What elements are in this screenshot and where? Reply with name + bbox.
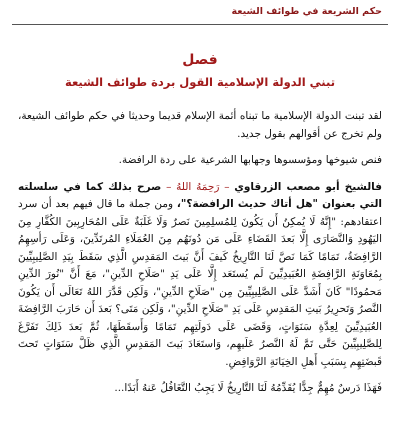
honorific: – رَحِمَهُ اللهُ – xyxy=(161,180,235,193)
section-title: تبني الدولة الإسلامية القول بردة طوائف الشيعة xyxy=(64,75,336,89)
section-heading xyxy=(18,50,382,90)
running-header: حكم الشريعة في طوائف الشيعة xyxy=(231,6,382,17)
quote-text: ومن جملة ما قال فيهم بعد أن سرد اعتقادهم: "إِنَّهُ لَا يُمكِنُ أَن يَكُونَ لِلمُسلِمِينَ نَصرٌ وَلَا غَلَبَةٌ عَلَى المُحَارِبِينَ الكُفَّارِ مِنَ اليَهُودِ وَالنَّصَارَى إِلَّا بَعدَ القَضَاءِ عَلَى مَن دُونَهُم مِنَ العُمَلَاءِ المُرتَدِّينَ، وَعَلَى رَأسِهِمُ الرَّافِضَةُ، تَمَامًا كَمَا نَصَّ لَنَا التَّارِيخُ كَيفَ أَنَّ بَيتَ المَقدِسِ الَّذِي سَقَطَ بِيَدِ الصَّلِيبِيِّينَ بِمُعَاوَنَةِ الرَّافِضَةِ العُبَيدِيِّينَ لَم يُستَعَد إِلَّا عَلَى يَدِ "صَلَاحِ الدِّينِ"، مَعَ أَنَّ "نُورَ الدِّينِ مَحمُودًا" كَانَ أَشَدَّ عَلَى الصَّلِيبِيِّينَ مِن "صَلَاحِ الدِّينِ"، وَلَكِن قَدَّرَ اللهُ تَعَالَى أَن يَكُونَ النَّصرُ وَتَحرِيرُ بَيتِ المَقدِسِ عَلَى يَدِ "صَلَاحِ الدِّينِ"، وَلَكِن مَتَى؟ بَعدَ أَن حَارَبَ الرَّافِضَةَ العُبَيدِيِّينَ لِعِدَّةِ سَنَوَاتٍ، وَقَضَى عَلَى دَولَتِهِم تَمَامًا وَأَسقَطَهَا، ثُمَّ بَعدَ ذَلِكَ تَفَرَّغَ لِلصَّلِيبِيِّينَ حَتَّى تَمَّ لَهُ النَّصرُ عَلَيهِم، وَاستَعَادَ بَيتَ المَقدِسِ الَّذِي ظَلَّ سَنَوَاتٍ تَحتَ قَبضَتِهِم بِسَبَبِ أَهلِ الخِيَانَةِ الرَّوَافِضِ. xyxy=(18,198,382,368)
paragraph-statement: فنص شيوخها ومؤسسوها وجهابها الشرعية على ردة الرافضة. xyxy=(118,154,382,166)
section-label: فصل xyxy=(182,52,218,68)
paragraph-quote xyxy=(18,179,382,372)
header-divider xyxy=(12,24,388,25)
paragraph-intro: لقد تبنت الدولة الإسلامية ما تبناه أئمة الإسلام قديما وحديثا في حكم طوائف الشيعة، ولم تخرج عن أقوالهم بقول جديد. xyxy=(18,110,382,140)
quote-attribution: فالشيخ أبو مصعب الزرقاوي xyxy=(234,180,382,193)
body-text xyxy=(18,108,382,407)
quote-source: صرح بذلك كما في سلسلته التي بعنوان "هل أتاك حديث الرافضة؟"، xyxy=(18,180,382,210)
paragraph-closing: فَهَذَا دَرسٌ مُهِمٌّ جِدًّا يُقَدِّمُهُ لَنَا التَّارِيخُ لَا يَجِبُ التَّغَافُلُ عَنهُ أَبَدًا... xyxy=(114,382,382,394)
